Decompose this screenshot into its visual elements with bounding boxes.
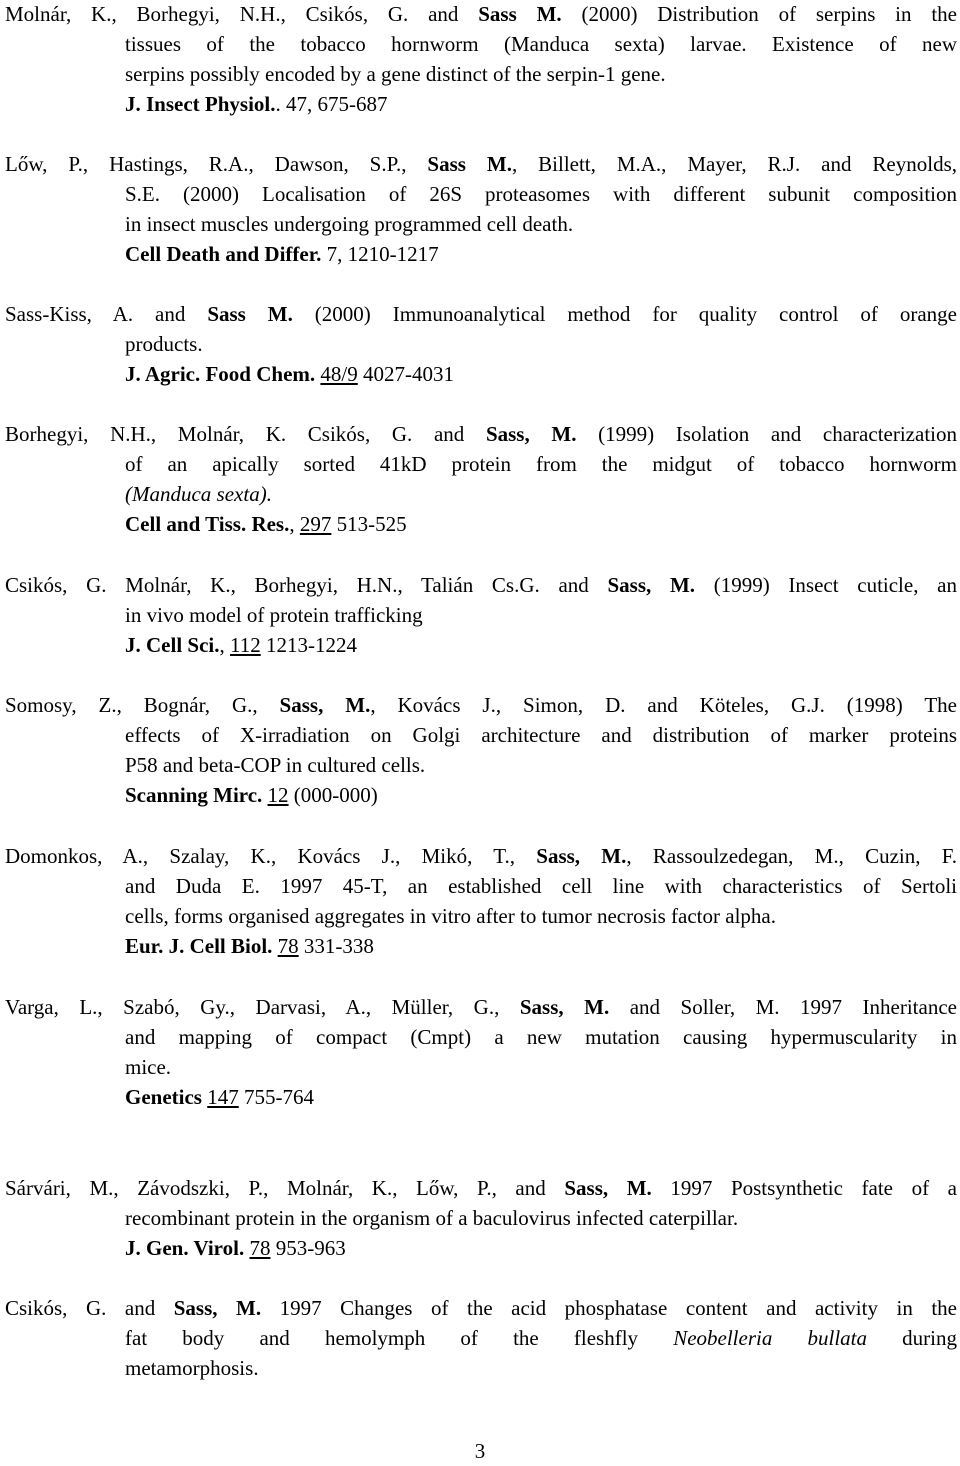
reference-text: Csikós, G. Molnár, K., Borhegyi, H.N., Talián Cs.G. and (5, 573, 608, 597)
reference-text: Domonkos, A., Szalay, K., Kovács J., Mikó, T., (5, 844, 537, 868)
reference-first-line (5, 690, 957, 720)
reference-text: (2000) Distribution of serpins in the (561, 2, 957, 26)
reference-first-line (5, 1293, 957, 1323)
reference-text: and Duda E. 1997 45-T, an established cell line with characteristics of Sertoli (125, 874, 957, 898)
reference-line (5, 479, 957, 509)
reference-text: , (219, 633, 230, 657)
reference-text: 953-963 (270, 1236, 346, 1260)
reference-first-line (5, 149, 957, 179)
reference-volume: 78 (277, 934, 299, 958)
reference-text: products. (125, 332, 203, 356)
reference-volume: 147 (207, 1085, 239, 1109)
reference-line (5, 209, 957, 239)
reference-line (5, 1233, 957, 1263)
reference-text: 1997 Postsynthetic fate of a (651, 1176, 957, 1200)
reference-text: Molnár, K., Borhegyi, N.H., Csikós, G. and (5, 2, 479, 26)
reference-line (5, 750, 957, 780)
reference-text: 755-764 (238, 1085, 314, 1109)
reference-volume: 12 (267, 783, 289, 807)
reference-text: , Kovács J., Simon, D. and Köteles, G.J. (1998) The (370, 693, 957, 717)
reference-volume: 78 (249, 1236, 271, 1260)
reference-text: Lőw, P., Hastings, R.A., Dawson, S.P., (5, 152, 428, 176)
reference-bold-text: Sass, M. (173, 1296, 262, 1320)
reference-line (5, 509, 957, 539)
reference-text: serpins possibly encoded by a gene distinct of the serpin-1 gene. (125, 62, 666, 86)
reference-text: 331-338 (298, 934, 374, 958)
reference-bold-text: Sass, M. (485, 422, 577, 446)
reference-bold-text: Sass, M. (607, 573, 696, 597)
reference-italic-text: (Manduca sexta). (125, 482, 272, 506)
reference-text: P58 and beta-COP in cultured cells. (125, 753, 426, 777)
reference-text: during (867, 1326, 957, 1350)
reference-text: S.E. (2000) Localisation of 26S proteasomes with different subunit composition (125, 182, 957, 206)
reference-text: tissues of the tobacco hornworm (Manduca sexta) larvae. Existence of new (125, 32, 957, 56)
reference-line (5, 329, 957, 359)
reference-text: 4027-4031 (357, 362, 454, 386)
reference-first-line (5, 299, 957, 329)
reference-entry (5, 841, 957, 961)
reference-line (5, 1323, 957, 1353)
reference-text: . 47, 675-687 (275, 92, 388, 116)
reference-text: (1999) Isolation and characterization (576, 422, 957, 446)
reference-line (5, 901, 957, 931)
reference-line (5, 1353, 957, 1383)
reference-bold-text: Sass, M. (519, 995, 610, 1019)
reference-entry (5, 690, 957, 810)
reference-text: Sárvári, M., Závodszki, P., Molnár, K., Lőw, P., and (5, 1176, 565, 1200)
reference-first-line (5, 841, 957, 871)
reference-line (5, 1203, 957, 1233)
reference-text: mice. (125, 1055, 172, 1079)
reference-line (5, 720, 957, 750)
reference-line (5, 1082, 957, 1112)
reference-text: in insect muscles undergoing programmed cell death. (125, 212, 574, 236)
reference-text: 1213-1224 (260, 633, 357, 657)
reference-bold-text: Eur. J. Cell Biol. (125, 934, 273, 958)
reference-volume: 297 (299, 512, 332, 536)
reference-bold-text: J. Gen. Virol. (125, 1236, 245, 1260)
reference-text: in vivo model of protein trafficking (125, 603, 423, 627)
reference-bold-text: Sass M. (207, 302, 293, 326)
reference-first-line (5, 1173, 957, 1203)
reference-line (5, 179, 957, 209)
reference-entry (5, 299, 957, 389)
reference-text: 7, 1210-1217 (321, 242, 439, 266)
page-number: 3 (474, 1439, 486, 1463)
reference-text: Csikós, G. and (5, 1296, 174, 1320)
reference-line (5, 59, 957, 89)
reference-text: fat body and hemolymph of the fleshfly (125, 1326, 674, 1350)
reference-text: Borhegyi, N.H., Molnár, K. Csikós, G. and (5, 422, 486, 446)
reference-line (5, 89, 957, 119)
reference-bold-text: Sass, M. (536, 844, 627, 868)
reference-bold-text: Genetics (125, 1085, 202, 1109)
reference-bold-text: J. Cell Sci. (125, 633, 220, 657)
reference-line (5, 449, 957, 479)
reference-text: , Billett, M.A., Mayer, R.J. and Reynolds, (511, 152, 957, 176)
reference-entry (5, 419, 957, 539)
reference-text: 513-525 (331, 512, 407, 536)
reference-line (5, 239, 957, 269)
reference-line (5, 931, 957, 961)
reference-text: 1997 Changes of the acid phosphatase content and activity in the (261, 1296, 957, 1320)
reference-entry (5, 570, 957, 660)
reference-first-line (5, 419, 957, 449)
reference-line (5, 1052, 957, 1082)
reference-bold-text: J. Insect Physiol. (125, 92, 276, 116)
reference-volume: 112 (230, 633, 261, 657)
reference-text: Somosy, Z., Bognár, G., (5, 693, 280, 717)
reference-text: of an apically sorted 41kD protein from the midgut of tobacco hornworm (125, 452, 957, 476)
reference-line (5, 600, 957, 630)
reference-entry (5, 149, 957, 269)
reference-volume: 48/9 (320, 362, 358, 386)
reference-entry (5, 992, 957, 1112)
reference-first-line (5, 0, 957, 29)
reference-entry (5, 1173, 957, 1263)
reference-text: effects of X-irradiation on Golgi architecture and distribution of marker proteins (125, 723, 957, 747)
reference-text: (2000) Immunoanalytical method for quality control of orange (292, 302, 957, 326)
reference-bold-text: Scanning Mirc. (125, 783, 263, 807)
reference-line (5, 1022, 957, 1052)
reference-bold-text: J. Agric. Food Chem. (125, 362, 316, 386)
reference-line (5, 871, 957, 901)
reference-text: (000-000) (288, 783, 378, 807)
reference-text: cells, forms organised aggregates in vitro after to tumor necrosis factor alpha. (125, 904, 776, 928)
reference-text: metamorphosis. (125, 1356, 259, 1380)
reference-text: (1999) Insect cuticle, an (695, 573, 957, 597)
reference-line (5, 29, 957, 59)
reference-text: , Rassoulzedegan, M., Cuzin, F. (626, 844, 957, 868)
reference-line (5, 780, 957, 810)
reference-text: , (289, 512, 300, 536)
reference-text: recombinant protein in the organism of a baculovirus infected caterpillar. (125, 1206, 739, 1230)
reference-bold-text: Cell Death and Differ. (125, 242, 322, 266)
reference-first-line (5, 992, 957, 1022)
reference-text: and Soller, M. 1997 Inheritance (609, 995, 957, 1019)
reference-bold-text: Sass, M. (564, 1176, 652, 1200)
reference-text: Sass-Kiss, A. and (5, 302, 208, 326)
reference-bold-text: Sass M. (427, 152, 512, 176)
reference-line (5, 630, 957, 660)
reference-text: Varga, L., Szabó, Gy., Darvasi, A., Müller, G., (5, 995, 520, 1019)
reference-bold-text: Sass, M. (279, 693, 371, 717)
reference-italic-text: Neobelleria bullata (673, 1326, 868, 1350)
reference-bold-text: Cell and Tiss. Res. (125, 512, 290, 536)
reference-bold-text: Sass M. (478, 2, 562, 26)
reference-text: and mapping of compact (Cmpt) a new mutation causing hypermuscularity in (125, 1025, 957, 1049)
reference-line (5, 359, 957, 389)
reference-entry (5, 1293, 957, 1383)
reference-entry (5, 0, 957, 119)
reference-first-line (5, 570, 957, 600)
